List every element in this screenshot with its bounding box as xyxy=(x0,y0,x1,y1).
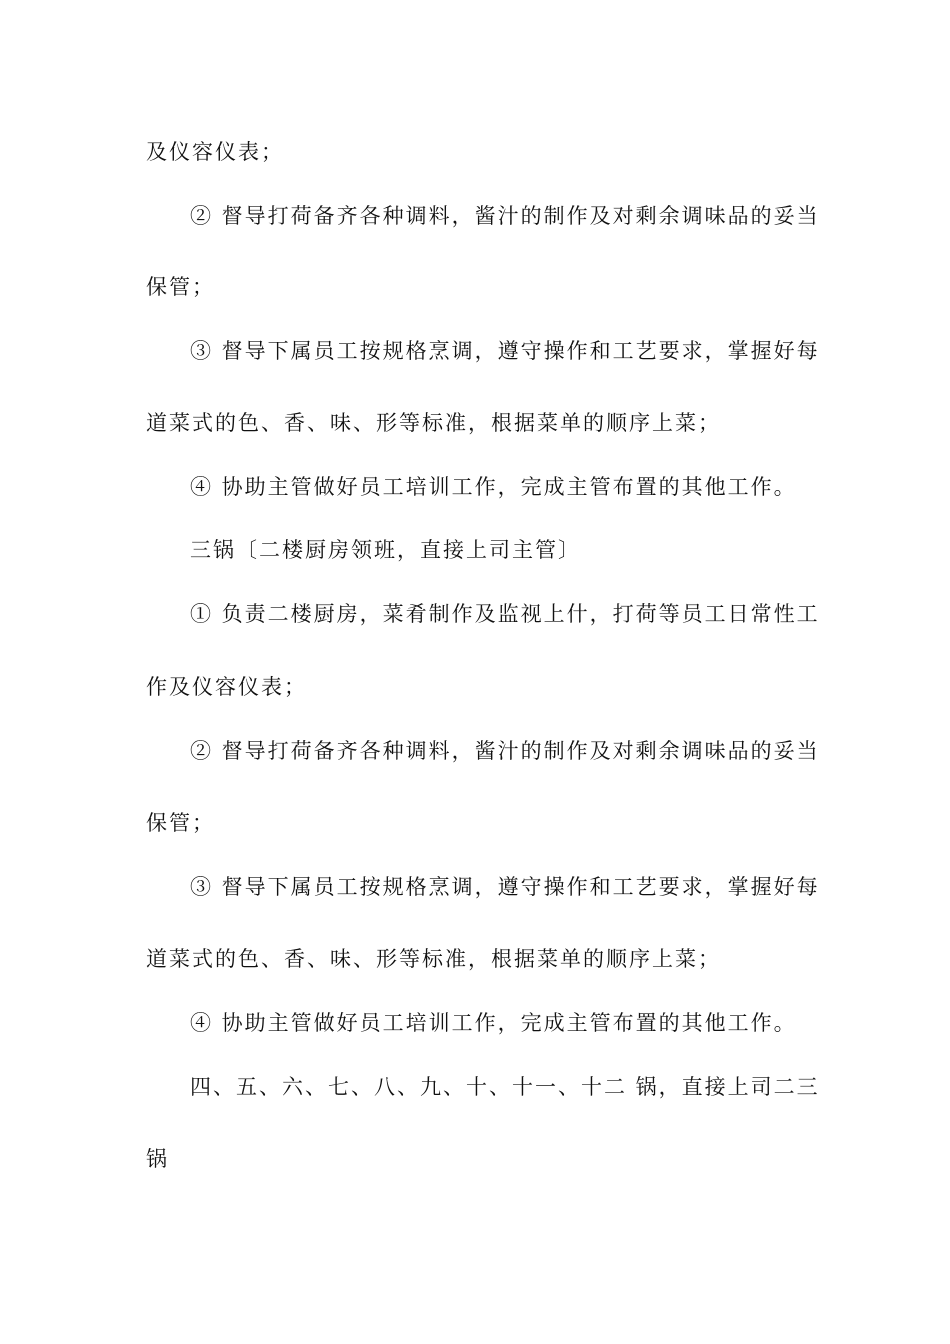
paragraph-line: 道菜式的色、香、味、形等标准，根据菜单的顺序上菜； xyxy=(146,411,721,435)
section-heading: 三锅〔二楼厨房领班，直接上司主管〕 xyxy=(190,538,581,562)
paragraph-line: ② 督导打荷备齐各种调料，酱汁的制作及对剩余调味品的妥当 xyxy=(190,739,820,763)
paragraph-line: 保管； xyxy=(146,275,215,299)
paragraph-line: 道菜式的色、香、味、形等标准，根据菜单的顺序上菜； xyxy=(146,947,721,971)
paragraph-line: 锅 xyxy=(146,1147,169,1171)
paragraph-line: 作及仪容仪表； xyxy=(146,675,307,699)
paragraph-line: 保管； xyxy=(146,811,215,835)
paragraph-line: ③ 督导下属员工按规格烹调，遵守操作和工艺要求，掌握好每 xyxy=(190,875,820,899)
paragraph-line: 及仪容仪表； xyxy=(146,140,284,164)
paragraph-line: ④ 协助主管做好员工培训工作，完成主管布置的其他工作。 xyxy=(190,1011,797,1035)
paragraph-line: ② 督导打荷备齐各种调料，酱汁的制作及对剩余调味品的妥当 xyxy=(190,204,820,228)
paragraph-line: ① 负责二楼厨房，菜肴制作及监视上什，打荷等员工日常性工 xyxy=(190,602,820,626)
paragraph-line: ④ 协助主管做好员工培训工作，完成主管布置的其他工作。 xyxy=(190,475,797,499)
section-heading: 四、五、六、七、八、九、十、十一、十二 锅，直接上司二三 xyxy=(190,1075,820,1099)
paragraph-line: ③ 督导下属员工按规格烹调，遵守操作和工艺要求，掌握好每 xyxy=(190,339,820,363)
